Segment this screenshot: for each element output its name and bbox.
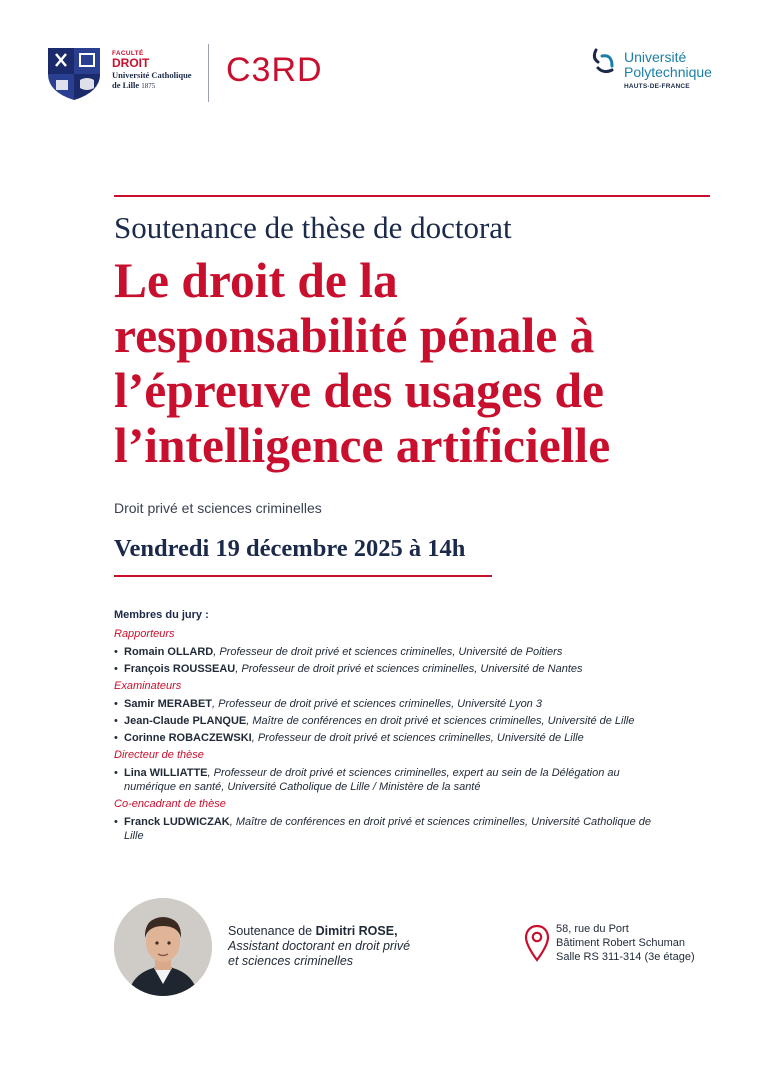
event-date: Vendredi 19 décembre 2025 à 14h [114, 535, 466, 562]
title-line: responsabilité pénale à [114, 308, 595, 363]
jury-member [114, 645, 654, 659]
jury-role-directeur: Directeur de thèse [114, 749, 204, 761]
bullet-icon: • [114, 816, 118, 828]
venue-address [556, 922, 736, 964]
member-title: , Professeur de droit privé et sciences criminelles, Université de Poitiers [213, 646, 563, 658]
member-name: François ROUSSEAU [124, 663, 236, 675]
title-line: l’épreuve des usages de [114, 363, 604, 418]
jury-member [114, 815, 654, 843]
university-city: de Lille [112, 80, 140, 90]
faculty-name: DROIT [112, 56, 150, 70]
top-divider [114, 195, 710, 197]
date-divider [114, 575, 492, 577]
faculty-crest-logo [44, 44, 104, 102]
member-title: , Maître de conférences en droit privé et sciences criminelles, Université de Lille [246, 715, 635, 727]
candidate-portrait [114, 898, 212, 996]
title-line: l’intelligence artificielle [114, 418, 611, 473]
member-name: Samir MERABET [124, 698, 213, 710]
upoly-logo-icon [590, 46, 620, 76]
member-name: Corinne ROBACZEWSKI [124, 732, 252, 744]
member-title: , Professeur de droit privé et sciences criminelles, expert au sein de la Délégation au numérique en santé, Université Catholique de Lille / Ministère de la santé [124, 767, 620, 793]
address-line-2: Bâtiment Robert Schuman [556, 937, 686, 949]
candidate-role [228, 939, 448, 969]
member-title: , Maître de conférences en droit privé et sciences criminelles, Université Catholique de Lille [124, 816, 651, 842]
bullet-icon: • [114, 732, 118, 744]
member-name: Franck LUDWICZAK [124, 816, 230, 828]
bullet-icon: • [114, 646, 118, 658]
jury-role-examinateurs: Examinateurs [114, 680, 182, 692]
address-line-3: Salle RS 311-314 (3e étage) [556, 951, 695, 963]
jury-member [114, 766, 654, 794]
bullet-icon: • [114, 767, 118, 779]
location-pin-icon [524, 924, 550, 962]
candidate-name: Dimitri ROSE, [315, 924, 398, 938]
member-name: Jean-Claude PLANQUE [124, 715, 247, 727]
faculty-label: FACULTÉ [112, 50, 144, 57]
member-title: , Professeur de droit privé et sciences criminelles, Université de Lille [251, 732, 584, 744]
member-title: , Professeur de droit privé et sciences criminelles, Université de Nantes [235, 663, 583, 675]
candidate-prefix: Soutenance de [228, 924, 316, 938]
thesis-title [114, 253, 754, 473]
faculty-wordmark [112, 50, 212, 91]
member-name: Romain OLLARD [124, 646, 214, 658]
university-line-1: Université Catholique [112, 70, 192, 80]
header-divider [208, 44, 209, 102]
university-year: 1875 [141, 82, 156, 90]
lab-logo-c3rd: C3RD [226, 51, 323, 89]
jury-heading: Membres du jury : [114, 609, 209, 621]
bullet-icon: • [114, 663, 118, 675]
member-title: , Professeur de droit privé et sciences criminelles, Université Lyon 3 [212, 698, 542, 710]
jury-member [114, 731, 654, 745]
bullet-icon: • [114, 715, 118, 727]
jury-member [114, 714, 654, 728]
portrait-illustration [114, 898, 212, 996]
candidate-line [228, 924, 398, 938]
candidate-info [228, 924, 448, 969]
jury-role-coencadrant: Co-encadrant de thèse [114, 798, 226, 810]
partner-line-2: Polytechnique [624, 64, 712, 80]
candidate-role-line-1: Assistant doctorant en droit privé [228, 939, 411, 953]
address-line-1: 58, rue du Port [556, 923, 629, 935]
jury-member [114, 662, 654, 676]
jury-member [114, 697, 654, 711]
bullet-icon: • [114, 698, 118, 710]
university-line-2 [112, 80, 212, 91]
discipline: Droit privé et sciences criminelles [114, 500, 322, 516]
upoly-wordmark [624, 50, 744, 90]
partner-line-3: HAUTS-DE-FRANCE [624, 83, 690, 90]
member-name: Lina WILLIATTE [124, 767, 208, 779]
partner-line-1: Université [624, 49, 687, 65]
jury-section [114, 608, 674, 846]
event-subtitle: Soutenance de thèse de doctorat [114, 210, 512, 245]
candidate-role-line-2: et sciences criminelles [228, 954, 354, 968]
jury-role-rapporteurs: Rapporteurs [114, 628, 175, 640]
title-line: Le droit de la [114, 253, 398, 308]
